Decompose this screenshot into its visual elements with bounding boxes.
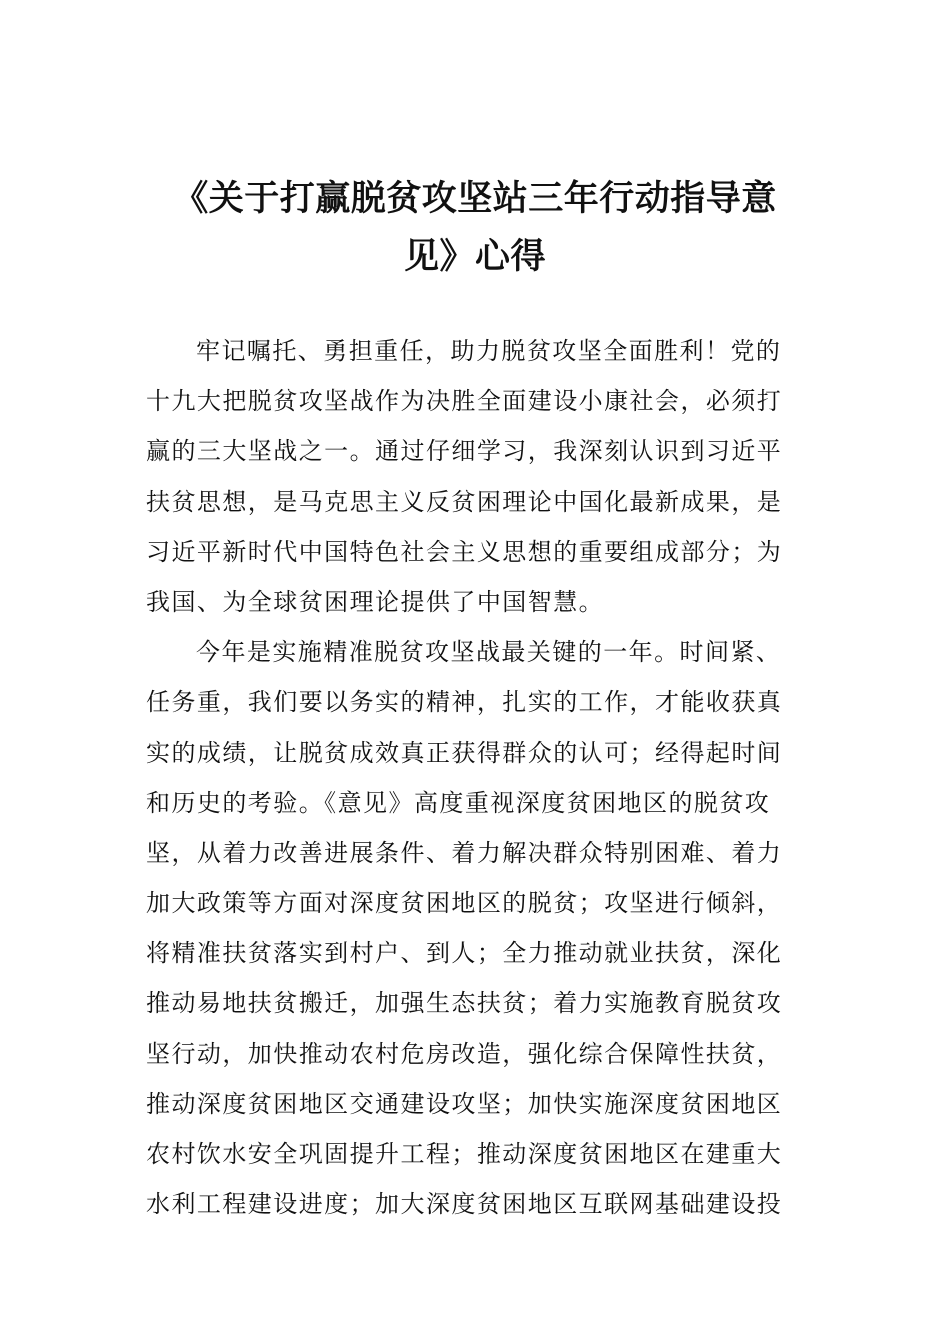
paragraph-line: 农村饮水安全巩固提升工程；推动深度贫困地区在建重大 xyxy=(146,1140,783,1168)
paragraph-line: 和历史的考验。《意见》高度重视深度贫困地区的脱贫攻 xyxy=(146,788,771,817)
paragraph-line: 任务重，我们要以务实的精神，扎实的工作，才能收获真 xyxy=(146,688,783,717)
paragraph-2 xyxy=(146,627,806,1229)
paragraph-line: 今年是实施精准脱贫攻坚战最关键的一年。时间紧、 xyxy=(196,638,782,667)
document-body xyxy=(146,326,806,1229)
paragraph-line: 我国、为全球贫困理论提供了中国智慧。 xyxy=(146,587,605,616)
paragraph-line: 牢记嘱托、勇担重任，助力脱贫攻坚全面胜利！党的 xyxy=(196,337,782,365)
title-line-2: 见》心得 xyxy=(403,237,546,277)
paragraph-line: 十九大把脱贫攻坚战作为决胜全面建设小康社会，必须打 xyxy=(146,387,783,416)
document-title xyxy=(150,170,800,286)
paragraph-line: 水利工程建设进度；加大深度贫困地区互联网基础建设投 xyxy=(146,1190,783,1219)
paragraph-line: 将精准扶贫落实到村户、到人；全力推动就业扶贫，深化 xyxy=(146,939,783,968)
paragraph-line: 推动易地扶贫搬迁，加强生态扶贫；着力实施教育脱贫攻 xyxy=(146,989,783,1018)
paragraph-line: 坚行动，加快推动农村危房改造，强化综合保障性扶贫， xyxy=(146,1039,783,1068)
paragraph-line: 推动深度贫困地区交通建设攻坚；加快实施深度贫困地区 xyxy=(146,1089,783,1118)
paragraph-line: 加大政策等方面对深度贫困地区的脱贫；攻坚进行倾斜， xyxy=(146,889,783,918)
paragraph-line: 扶贫思想，是马克思主义反贫困理论中国化最新成果，是 xyxy=(146,487,783,516)
paragraph-line: 坚，从着力改善进展条件、着力解决群众特别困难、着力 xyxy=(146,838,783,867)
paragraph-line: 赢的三大坚战之一。通过仔细学习，我深刻认识到习近平 xyxy=(146,437,783,466)
paragraph-line: 实的成绩，让脱贫成效真正获得群众的认可；经得起时间 xyxy=(146,738,783,767)
paragraph-line: 习近平新时代中国特色社会主义思想的重要组成部分；为 xyxy=(146,537,783,566)
title-line-1: 《关于打赢脱贫攻坚站三年行动指导意 xyxy=(173,179,777,219)
paragraph-1 xyxy=(146,326,806,627)
